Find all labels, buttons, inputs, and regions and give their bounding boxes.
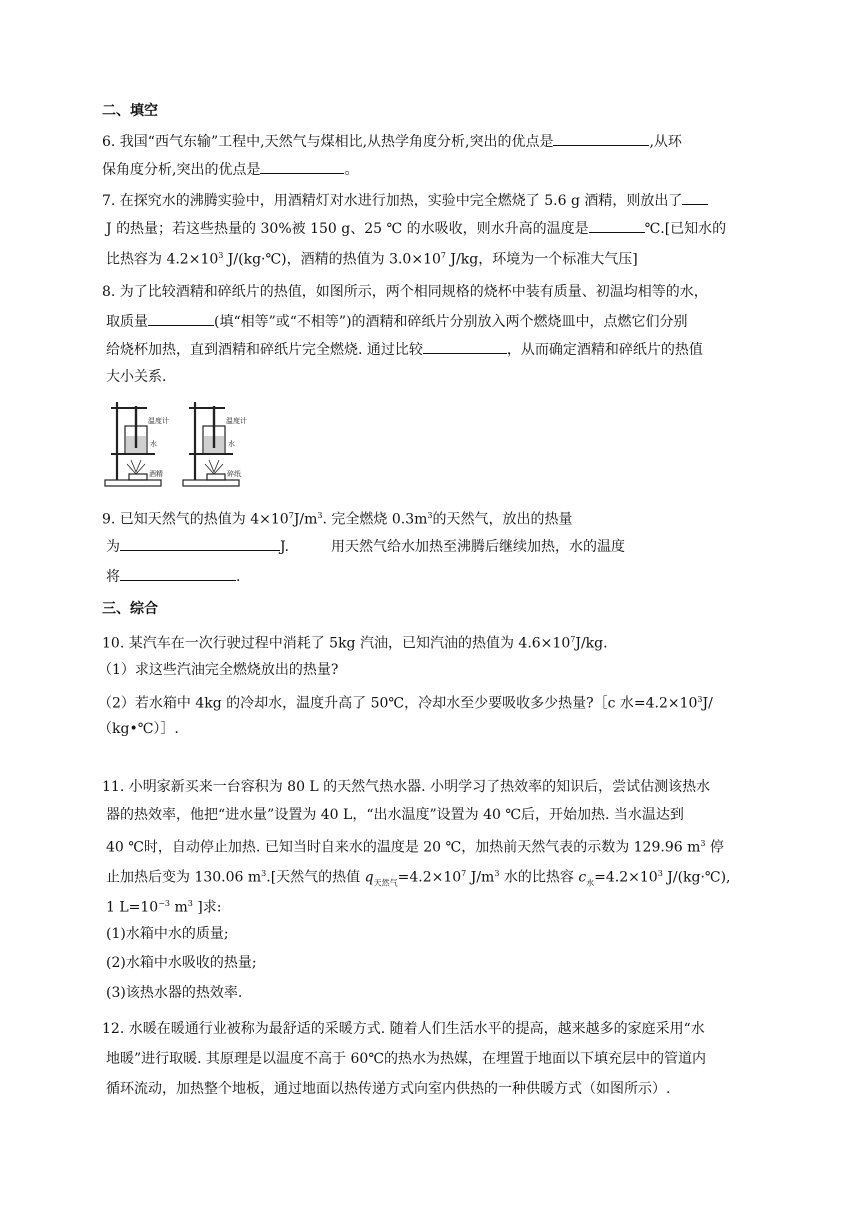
right-water-label: 水 — [228, 440, 235, 448]
question-9-line-1: 9. 已知天然气的热值为 $4\times 10^7J/m^3$. 完全燃烧 $0.3m^3$的天然气，放出的热量 — [102, 511, 573, 528]
answer-blank[interactable] — [423, 339, 507, 354]
answer-blank[interactable] — [682, 190, 708, 205]
right-flame — [205, 460, 223, 474]
question-11-line-4: 止加热后变为 130.06 $m^3$.[天然气的热值 $q_{天然气}=4.2\times 10^7$ $J/m^3$ 水的比热容 $c_水=4.2\times 10^3$ J/(kg·℃), — [106, 869, 731, 888]
question-8-line-3: 给烧杯加热，直到酒精和碎纸片完全燃烧. 通过比较 ，从而确定酒精和碎纸片的热值 — [106, 339, 703, 360]
question-10-line-1: 10. 某汽车在一次行驶过程中消耗了 5kg 汽油，已知汽油的热值为 $4.6\times 10^7J/kg$. — [102, 635, 608, 652]
question-8-line-4: 大小关系. — [106, 369, 167, 385]
answer-blank[interactable] — [260, 159, 344, 174]
question-7-line-1: 7. 在探究水的沸腾实验中，用酒精灯对水进行加热，实验中完全燃烧了 5.6 g 酒精，则放出了 — [102, 190, 708, 211]
question-11-line-5: 1 $L=10^{-3}$ $m^3$ ]求: — [106, 899, 222, 916]
question-12-line-3: 循环流动，加热整个地板，通过地面以热传递方式向室内供热的一种供暖方式（如图所示）. — [106, 1081, 671, 1097]
question-9-line-3: 将 . — [106, 566, 240, 587]
question-8-line-2: 取质量 (填“相等”或“不相等”)的酒精和碎纸片分别放入两个燃烧皿中，点燃它们分别 — [106, 311, 688, 332]
question-8-line-1: 8. 为了比较酒精和碎纸片的热值，如图所示，两个相同规格的烧杯中装有质量、初温均相等的水， — [102, 284, 708, 300]
question-7-line-2: J 的热量；若这些热量的 30%被 150 g、25 ℃ 的水吸收，则水升高的温度是 ℃.[已知水的 — [106, 218, 726, 239]
left-flame — [127, 460, 145, 474]
right-dish — [207, 474, 225, 480]
question-11-line-1: 11. 小明家新买来一台容积为 80 L 的天然气热水器. 小明学习了热效率的知识后，尝试估测该热水 — [102, 779, 711, 795]
question-11-line-2: 器的热效率，他把“进水量”设置为 40 L，“出水温度”设置为 40 ℃后，开始加热. 当水温达到 — [106, 807, 684, 823]
question-10-part-1: （1）求这些汽油完全燃烧放出的热量? — [98, 662, 339, 678]
question-9-line-2: 为 J. 用天然气给水加热至沸腾后继续加热，水的温度 — [106, 536, 625, 557]
left-thermometer-label: 温度计 — [148, 417, 169, 425]
question-11-part-3: (3)该热水器的热效率. — [106, 985, 243, 1001]
right-fuel-label: 碎纸 — [227, 470, 241, 478]
left-fuel-label: 酒精 — [149, 470, 163, 478]
question-11-line-3: 40 ℃时，自动停止加热. 已知当时自来水的温度是 20 ℃，加热前天然气表的示数为 129.96 $m^3$ 停 — [106, 839, 724, 856]
answer-blank[interactable] — [589, 218, 645, 233]
question-12-line-2: 地暖”进行取暖. 其原理是以温度不高于 60℃的热水为热媒，在埋置于地面以下填充层中的管道内 — [106, 1051, 706, 1067]
right-base — [183, 480, 239, 486]
answer-blank[interactable] — [553, 131, 649, 146]
left-water-label: 水 — [150, 440, 157, 448]
question-7-line-3: 比热容为 $4.2\times 10^3$ J/(kg·℃)，酒精的热值为 $3.0\times 10^7$ J/kg，环境为一个标准大气压] — [106, 251, 638, 268]
answer-blank[interactable] — [148, 311, 214, 326]
question-12-line-1: 12. 水暖在暖通行业被称为最舒适的采暖方式. 随着人们生活水平的提高，越来越多的家庭采用“水 — [102, 1021, 705, 1037]
left-base — [105, 480, 161, 486]
question-6-line-2: 保角度分析,突出的优点是 。 — [102, 159, 358, 180]
section-heading-fill-in: 二、填空 — [102, 103, 158, 119]
question-11-part-1: (1)水箱中水的质量; — [106, 926, 229, 942]
question-11-part-2: (2)水箱中水吸收的热量; — [106, 955, 257, 971]
question-6-line-1: 6. 我国“西气东输”工程中,天然气与煤相比,从热学角度分析,突出的优点是 ,从环 — [102, 131, 682, 152]
left-dish — [129, 474, 147, 480]
question-10-part-2: （2）若水箱中 4kg 的冷却水，温度升高了 50℃，冷却水至少要吸收多少热量?［c 水$=4.2\times 10^3J/$ — [98, 695, 713, 712]
section-heading-comprehensive: 三、综合 — [102, 601, 158, 617]
right-thermometer-label: 温度计 — [226, 417, 247, 425]
answer-blank[interactable] — [120, 536, 280, 551]
experiment-figure — [103, 398, 253, 490]
question-10-part-2-cont: （kg•℃）］. — [98, 721, 179, 737]
answer-blank[interactable] — [120, 566, 236, 581]
